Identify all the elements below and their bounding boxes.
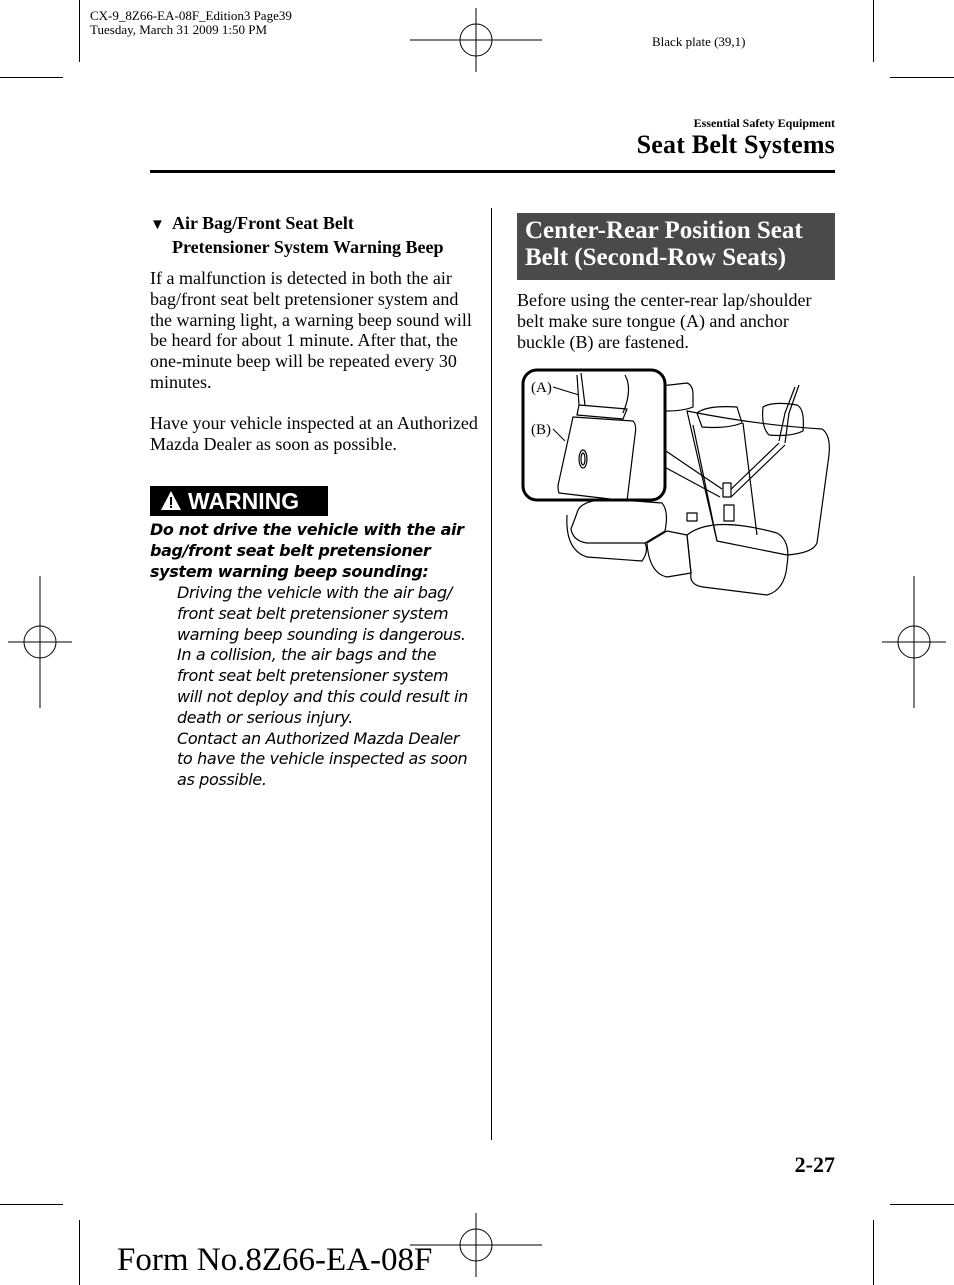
- section-heading-line2: Belt (Second-Row Seats): [525, 244, 787, 271]
- warning-triangle-icon: [160, 490, 182, 511]
- warning-badge: [150, 486, 328, 516]
- subheading-line2: Pretensioner System Warning Beep: [172, 237, 444, 257]
- page-title: Seat Belt Systems: [636, 130, 835, 159]
- print-info: [90, 9, 292, 37]
- header-rule: [150, 170, 835, 173]
- column-divider: [491, 208, 492, 1140]
- rear-seat-illustration-icon: [517, 365, 835, 600]
- warning-body-contact: Contact an Authorized Mazda Dealer to have the vehicle inspected as soon as possible.: [177, 728, 468, 790]
- plate-info: Black plate (39,1): [652, 34, 746, 49]
- paragraph-inspection: Have your vehicle inspected at an Authorized Mazda Dealer as soon as possible.: [150, 413, 478, 454]
- registration-mark-top-icon: [410, 8, 542, 72]
- form-number: Form No.8Z66-EA-08F: [117, 1242, 433, 1278]
- warning-body-danger: Driving the vehicle with the air bag/ front seat belt pretensioner system warning beep sounding is dangerous. In a collision, the air bags and the front seat belt pretensioner system will not deploy and this could result in death or serious injury.: [177, 583, 468, 727]
- figure-label-b: (B): [531, 422, 551, 438]
- triangle-marker-icon: ▼: [150, 217, 165, 233]
- warning-label: WARNING: [188, 488, 300, 514]
- warning-lead: Do not drive the vehicle with the air bag/front seat belt pretensioner system warning beep sounding:: [150, 520, 464, 581]
- seat-belt-figure: [517, 365, 835, 600]
- registration-mark-right-icon: [882, 576, 946, 708]
- paragraph-center-rear: Before using the center-rear lap/shoulder belt make sure tongue (A) and anchor buckle (B) are fastened.: [517, 290, 812, 352]
- page-number: 2-27: [794, 1152, 835, 1177]
- print-info-line1: CX-9_8Z66-EA-08F_Edition3 Page39: [90, 8, 292, 23]
- section-heading-line1: Center-Rear Position Seat: [525, 217, 803, 244]
- figure-label-a: (A): [531, 380, 552, 396]
- print-info-line2: Tuesday, March 31 2009 1:50 PM: [90, 22, 268, 37]
- subheading: [150, 212, 480, 258]
- registration-mark-left-icon: [8, 576, 72, 708]
- paragraph-malfunction: If a malfunction is detected in both the air bag/front seat belt pretensioner system and the warning light, a warning beep sound will be heard for about 1 minute. After that, the one-minute beep will be repeated every 30 minutes.: [150, 268, 472, 392]
- section-heading: [517, 213, 835, 280]
- warning-body: [177, 583, 477, 791]
- subheading-line1: Air Bag/Front Seat Belt: [172, 213, 354, 233]
- section-label: Essential Safety Equipment: [693, 116, 835, 130]
